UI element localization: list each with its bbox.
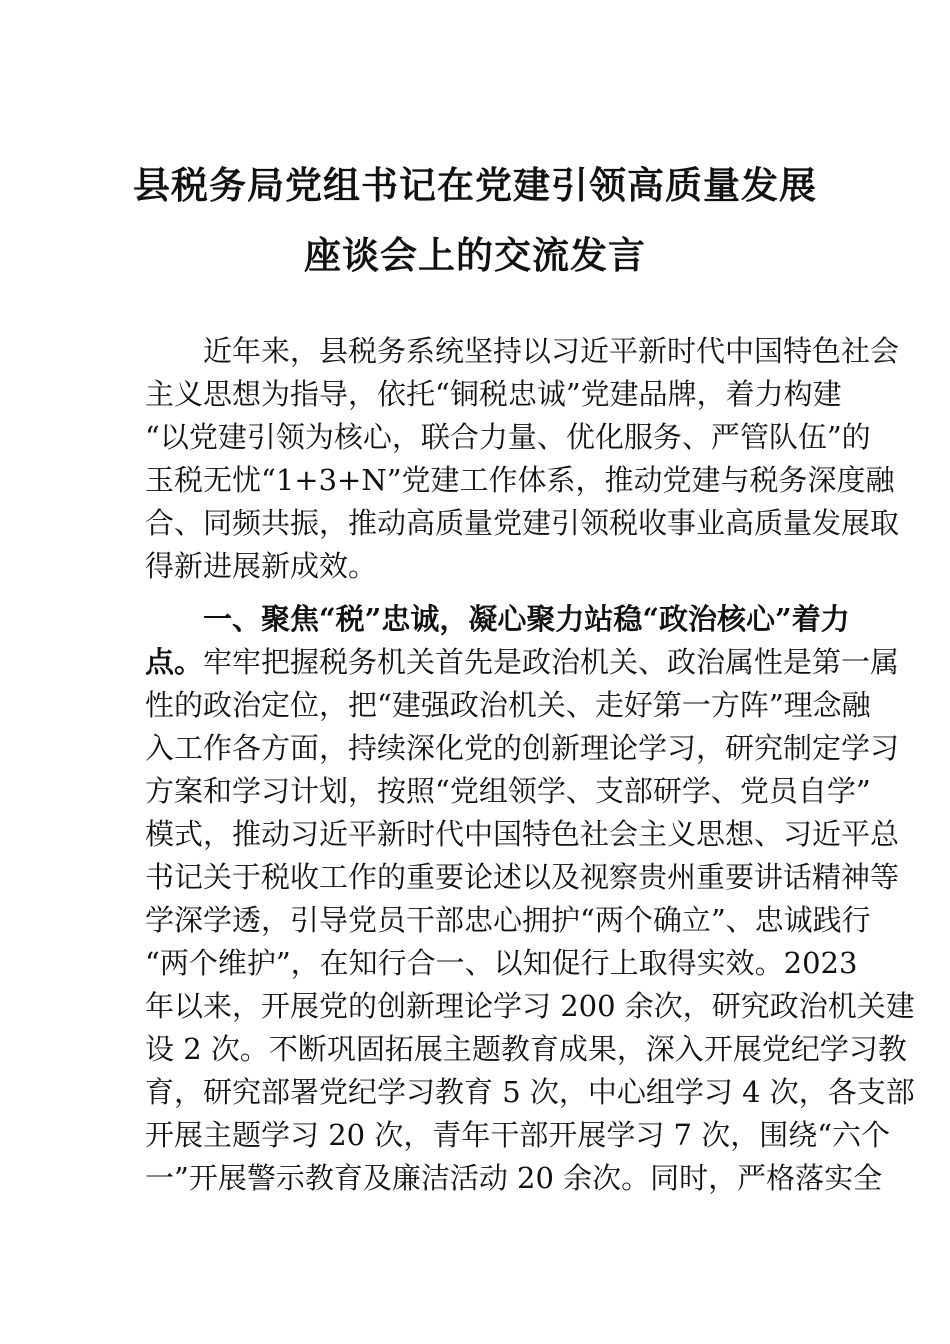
text-line-rest: 牢牢把握税务机关首先是政治机关、政治属性是第一属 <box>203 645 900 679</box>
text-line: “以党建引领为核心，联合力量、优化服务、严管队伍”的 <box>145 420 871 454</box>
text-line: 主义思想为指导，依托“铜税忠诚”党建品牌，着力构建 <box>145 377 842 411</box>
text-line: 性的政治定位，把“建强政治机关、走好第一方阵”理念融 <box>145 688 871 722</box>
text-line: 育，研究部署党纪学习教育 5 次，中心组学习 4 次，各支部 <box>145 1075 915 1109</box>
text-line: 玉税无忧“1+3+N”党建工作体系，推动党建与税务深度融 <box>145 463 895 497</box>
text-line: 方案和学习计划，按照“党组领学、支部研学、党员自学” <box>145 774 871 808</box>
text-line: 入工作各方面，持续深化党的创新理论学习，研究制定学习 <box>145 731 900 765</box>
text-line: “两个维护”，在知行合一、以知促行上取得实效。2023 <box>145 946 858 980</box>
document-title-line-2: 座谈会上的交流发言 <box>304 233 646 277</box>
intro-paragraph <box>145 330 900 588</box>
text-line: 一”开展警示教育及廉洁活动 20 余次。同时，严格落实全 <box>145 1161 883 1195</box>
text-line: 近年来，县税务系统坚持以习近平新时代中国特色社会 <box>203 334 900 368</box>
text-line: 年以来，开展党的创新理论学习 200 余次，研究政治机关建 <box>145 989 915 1023</box>
text-line: 合、同频共振，推动高质量党建引领税收事业高质量发展取 <box>145 506 900 540</box>
section-1-paragraph <box>145 598 915 1200</box>
section-heading-text: 一、聚焦“税”忠诚，凝心聚力站稳“政治核心”着力 <box>203 602 850 636</box>
section-heading <box>145 598 850 641</box>
text-line <box>145 641 900 684</box>
document-title-line-1: 县税务局党组书记在党建引领高质量发展 <box>133 163 817 207</box>
text-line: 设 2 次。不断巩固拓展主题教育成果，深入开展党纪学习教 <box>145 1032 907 1066</box>
text-line: 开展主题学习 20 次，青年干部开展学习 7 次，围绕“六个 <box>145 1118 891 1152</box>
text-line: 模式，推动习近平新时代中国特色社会主义思想、习近平总 <box>145 817 900 851</box>
text-line: 学深学透，引导党员干部忠心拥护“两个确立”、忠诚践行 <box>145 903 871 937</box>
text-line: 书记关于税收工作的重要论述以及视察贵州重要讲话精神等 <box>145 860 900 894</box>
section-heading-end: 点。 <box>145 645 204 679</box>
text-line: 得新进展新成效。 <box>145 549 378 583</box>
